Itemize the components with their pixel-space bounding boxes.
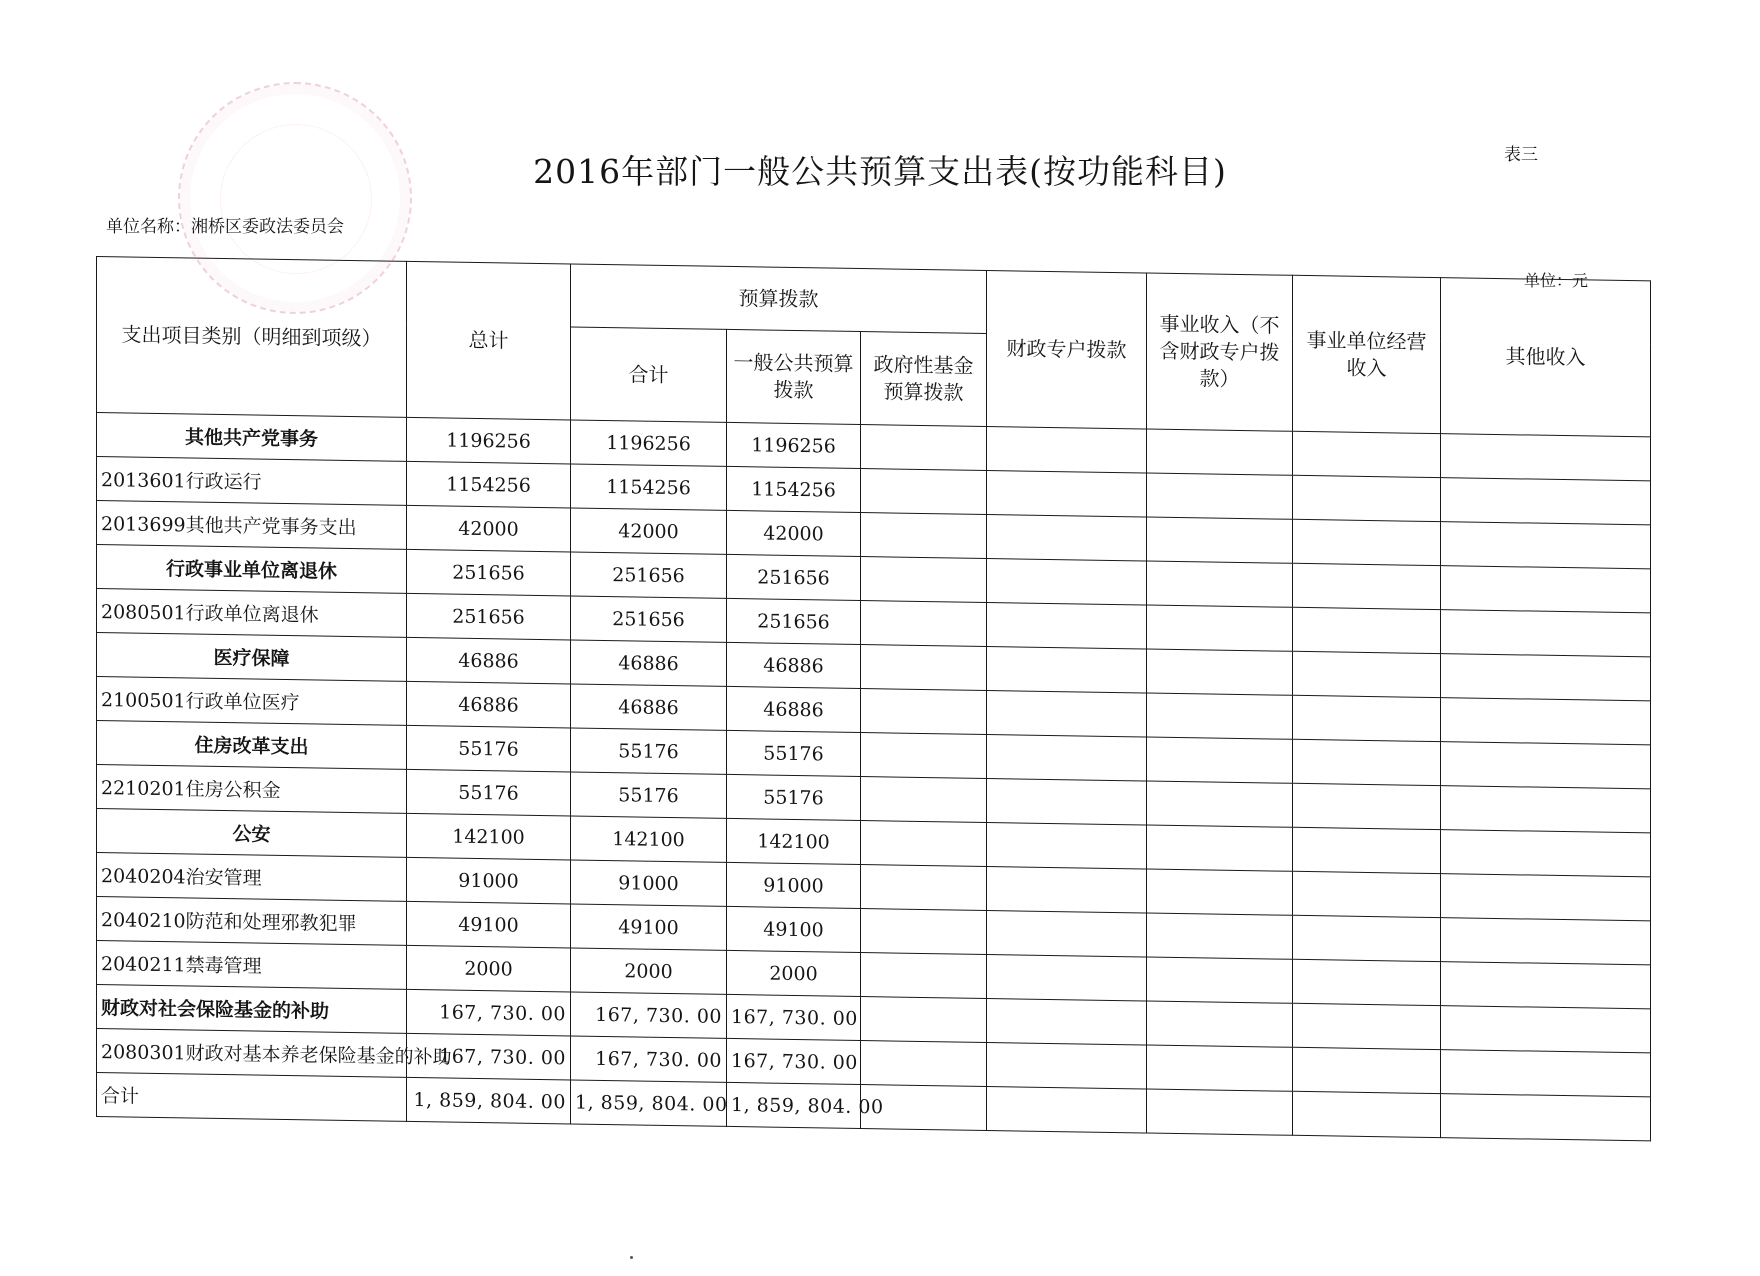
row-name: 行政事业单位离退休 [97, 545, 407, 594]
header-business-income: 事业收入（不含财政专户拨款） [1147, 273, 1293, 431]
row-other-income [1441, 610, 1651, 657]
row-gov-fund [861, 557, 987, 603]
row-subtotal: 2000 [571, 948, 727, 994]
row-special-account [987, 514, 1147, 561]
row-operating-income [1293, 695, 1441, 741]
row-name: 2013601行政运行 [97, 457, 407, 506]
row-name: 其他共产党事务 [97, 413, 407, 462]
row-general: 46886 [727, 686, 861, 732]
row-business-income [1147, 825, 1293, 871]
row-name: 医疗保障 [97, 633, 407, 682]
row-gov-fund [861, 733, 987, 779]
row-name: 公安 [97, 809, 407, 858]
row-total: 1, 859, 804. 00 [407, 1077, 571, 1124]
row-other-income [1441, 1006, 1651, 1053]
row-other-income [1441, 478, 1651, 525]
row-other-income [1441, 962, 1651, 1009]
row-other-income [1441, 522, 1651, 569]
row-total: 55176 [407, 769, 571, 816]
row-business-income [1147, 605, 1293, 651]
header-other-income: 其他收入 [1441, 278, 1651, 437]
header-category: 支出项目类别（明细到项级） [97, 257, 407, 418]
row-total: 91000 [407, 857, 571, 904]
row-operating-income [1293, 1091, 1441, 1137]
row-subtotal: 1154256 [571, 464, 727, 510]
row-subtotal: 46886 [571, 640, 727, 686]
row-operating-income [1293, 827, 1441, 873]
row-gov-fund [861, 689, 987, 735]
row-operating-income [1293, 563, 1441, 609]
row-general: 42000 [727, 510, 861, 556]
header-gov-fund: 政府性基金预算拨款 [861, 332, 987, 427]
row-gov-fund [861, 821, 987, 867]
row-total: 42000 [407, 505, 571, 552]
row-operating-income [1293, 607, 1441, 653]
row-special-account [987, 910, 1147, 957]
unit-label: 单位：元 [1523, 271, 1588, 290]
row-gov-fund [861, 997, 987, 1043]
row-general: 167, 730. 00 [727, 1038, 861, 1084]
scan-speck [630, 1256, 633, 1259]
document-title: 2016年部门一般公共预算支出表(按功能科目) [533, 152, 1227, 191]
row-other-income [1441, 698, 1651, 745]
row-name: 2040210防范和处理邪教犯罪 [97, 897, 407, 946]
row-name: 2080501行政单位离退休 [97, 589, 407, 638]
row-subtotal: 167, 730. 00 [571, 1036, 727, 1082]
row-name: 2100501行政单位医疗 [97, 677, 407, 726]
row-gov-fund [861, 469, 987, 515]
row-business-income [1147, 1045, 1293, 1091]
row-total: 49100 [407, 901, 571, 948]
row-subtotal: 55176 [571, 728, 727, 774]
row-gov-fund [861, 425, 987, 471]
row-special-account [987, 998, 1147, 1045]
table-number: 表三 [1504, 145, 1538, 165]
row-subtotal: 91000 [571, 860, 727, 906]
row-special-account [987, 954, 1147, 1001]
row-other-income [1441, 1094, 1651, 1141]
row-business-income [1147, 869, 1293, 915]
row-other-income [1441, 1050, 1651, 1097]
row-name: 2040211禁毒管理 [97, 941, 407, 990]
row-subtotal: 142100 [571, 816, 727, 862]
header-subtotal: 合计 [571, 327, 727, 422]
row-general: 49100 [727, 906, 861, 952]
row-special-account [987, 602, 1147, 649]
row-gov-fund [861, 1041, 987, 1087]
row-operating-income [1293, 475, 1441, 521]
row-total: 46886 [407, 681, 571, 728]
row-name: 住房改革支出 [97, 721, 407, 770]
row-other-income [1441, 434, 1651, 481]
row-business-income [1147, 561, 1293, 607]
row-special-account [987, 866, 1147, 913]
header-operating-income: 事业单位经营收入 [1293, 275, 1441, 433]
row-subtotal: 46886 [571, 684, 727, 730]
row-total: 167, 730. 00 [407, 989, 571, 1036]
row-total: 55176 [407, 725, 571, 772]
row-total: 1196256 [407, 417, 571, 464]
row-subtotal: 1, 859, 804. 00 [571, 1080, 727, 1126]
row-business-income [1147, 913, 1293, 959]
row-general: 167, 730. 00 [727, 994, 861, 1040]
row-business-income [1147, 649, 1293, 695]
row-special-account [987, 646, 1147, 693]
row-name: 2080301财政对基本养老保险基金的补助 [97, 1029, 407, 1078]
row-other-income [1441, 918, 1651, 965]
row-business-income [1147, 957, 1293, 1003]
row-business-income [1147, 517, 1293, 563]
row-special-account [987, 426, 1147, 473]
row-operating-income [1293, 519, 1441, 565]
row-other-income [1441, 830, 1651, 877]
row-operating-income [1293, 1003, 1441, 1049]
row-general: 91000 [727, 862, 861, 908]
row-gov-fund [861, 601, 987, 647]
row-gov-fund [861, 777, 987, 823]
row-name: 财政对社会保险基金的补助 [97, 985, 407, 1034]
row-total: 1154256 [407, 461, 571, 508]
row-operating-income [1293, 651, 1441, 697]
row-special-account [987, 1086, 1147, 1133]
row-general: 55176 [727, 774, 861, 820]
budget-table-container [96, 256, 1650, 1146]
row-other-income [1441, 742, 1651, 789]
row-general: 251656 [727, 554, 861, 600]
row-name: 2210201住房公积金 [97, 765, 407, 814]
row-other-income [1441, 786, 1651, 833]
row-subtotal: 42000 [571, 508, 727, 554]
row-total: 2000 [407, 945, 571, 992]
row-general: 2000 [727, 950, 861, 996]
row-general: 1154256 [727, 466, 861, 512]
row-subtotal: 167, 730. 00 [571, 992, 727, 1038]
row-total: 251656 [407, 549, 571, 596]
row-name: 合计 [97, 1073, 407, 1122]
row-gov-fund [861, 865, 987, 911]
row-special-account [987, 558, 1147, 605]
row-special-account [987, 470, 1147, 517]
row-special-account [987, 822, 1147, 869]
row-general: 251656 [727, 598, 861, 644]
row-general: 1196256 [727, 422, 861, 468]
row-special-account [987, 1042, 1147, 1089]
row-business-income [1147, 1089, 1293, 1135]
row-general: 55176 [727, 730, 861, 776]
row-gov-fund [861, 909, 987, 955]
row-general: 46886 [727, 642, 861, 688]
row-operating-income [1293, 1047, 1441, 1093]
row-gov-fund [861, 645, 987, 691]
row-operating-income [1293, 871, 1441, 917]
row-business-income [1147, 693, 1293, 739]
row-total: 46886 [407, 637, 571, 684]
row-special-account [987, 778, 1147, 825]
budget-table [96, 256, 1651, 1141]
organization-label: 单位名称：湘桥区委政法委员会 [106, 217, 344, 237]
row-operating-income [1293, 959, 1441, 1005]
row-other-income [1441, 654, 1651, 701]
row-special-account [987, 734, 1147, 781]
row-other-income [1441, 874, 1651, 921]
header-special-account: 财政专户拨款 [987, 270, 1147, 429]
row-general: 142100 [727, 818, 861, 864]
row-subtotal: 55176 [571, 772, 727, 818]
row-subtotal: 49100 [571, 904, 727, 950]
row-total: 251656 [407, 593, 571, 640]
row-business-income [1147, 429, 1293, 475]
row-gov-fund [861, 953, 987, 999]
row-total: 142100 [407, 813, 571, 860]
row-operating-income [1293, 739, 1441, 785]
row-subtotal: 251656 [571, 552, 727, 598]
row-special-account [987, 690, 1147, 737]
row-general: 1, 859, 804. 00 [727, 1082, 861, 1128]
row-total: 167, 730. 00 [407, 1033, 571, 1080]
header-budget-group: 预算拨款 [571, 264, 987, 334]
row-gov-fund [861, 513, 987, 559]
row-business-income [1147, 1001, 1293, 1047]
header-total: 总计 [407, 261, 571, 420]
row-business-income [1147, 473, 1293, 519]
row-operating-income [1293, 783, 1441, 829]
header-general-budget: 一般公共预算拨款 [727, 329, 861, 424]
row-subtotal: 1196256 [571, 420, 727, 466]
row-subtotal: 251656 [571, 596, 727, 642]
row-business-income [1147, 737, 1293, 783]
row-business-income [1147, 781, 1293, 827]
row-operating-income [1293, 915, 1441, 961]
row-name: 2013699其他共产党事务支出 [97, 501, 407, 550]
row-other-income [1441, 566, 1651, 613]
row-operating-income [1293, 431, 1441, 477]
row-name: 2040204治安管理 [97, 853, 407, 902]
